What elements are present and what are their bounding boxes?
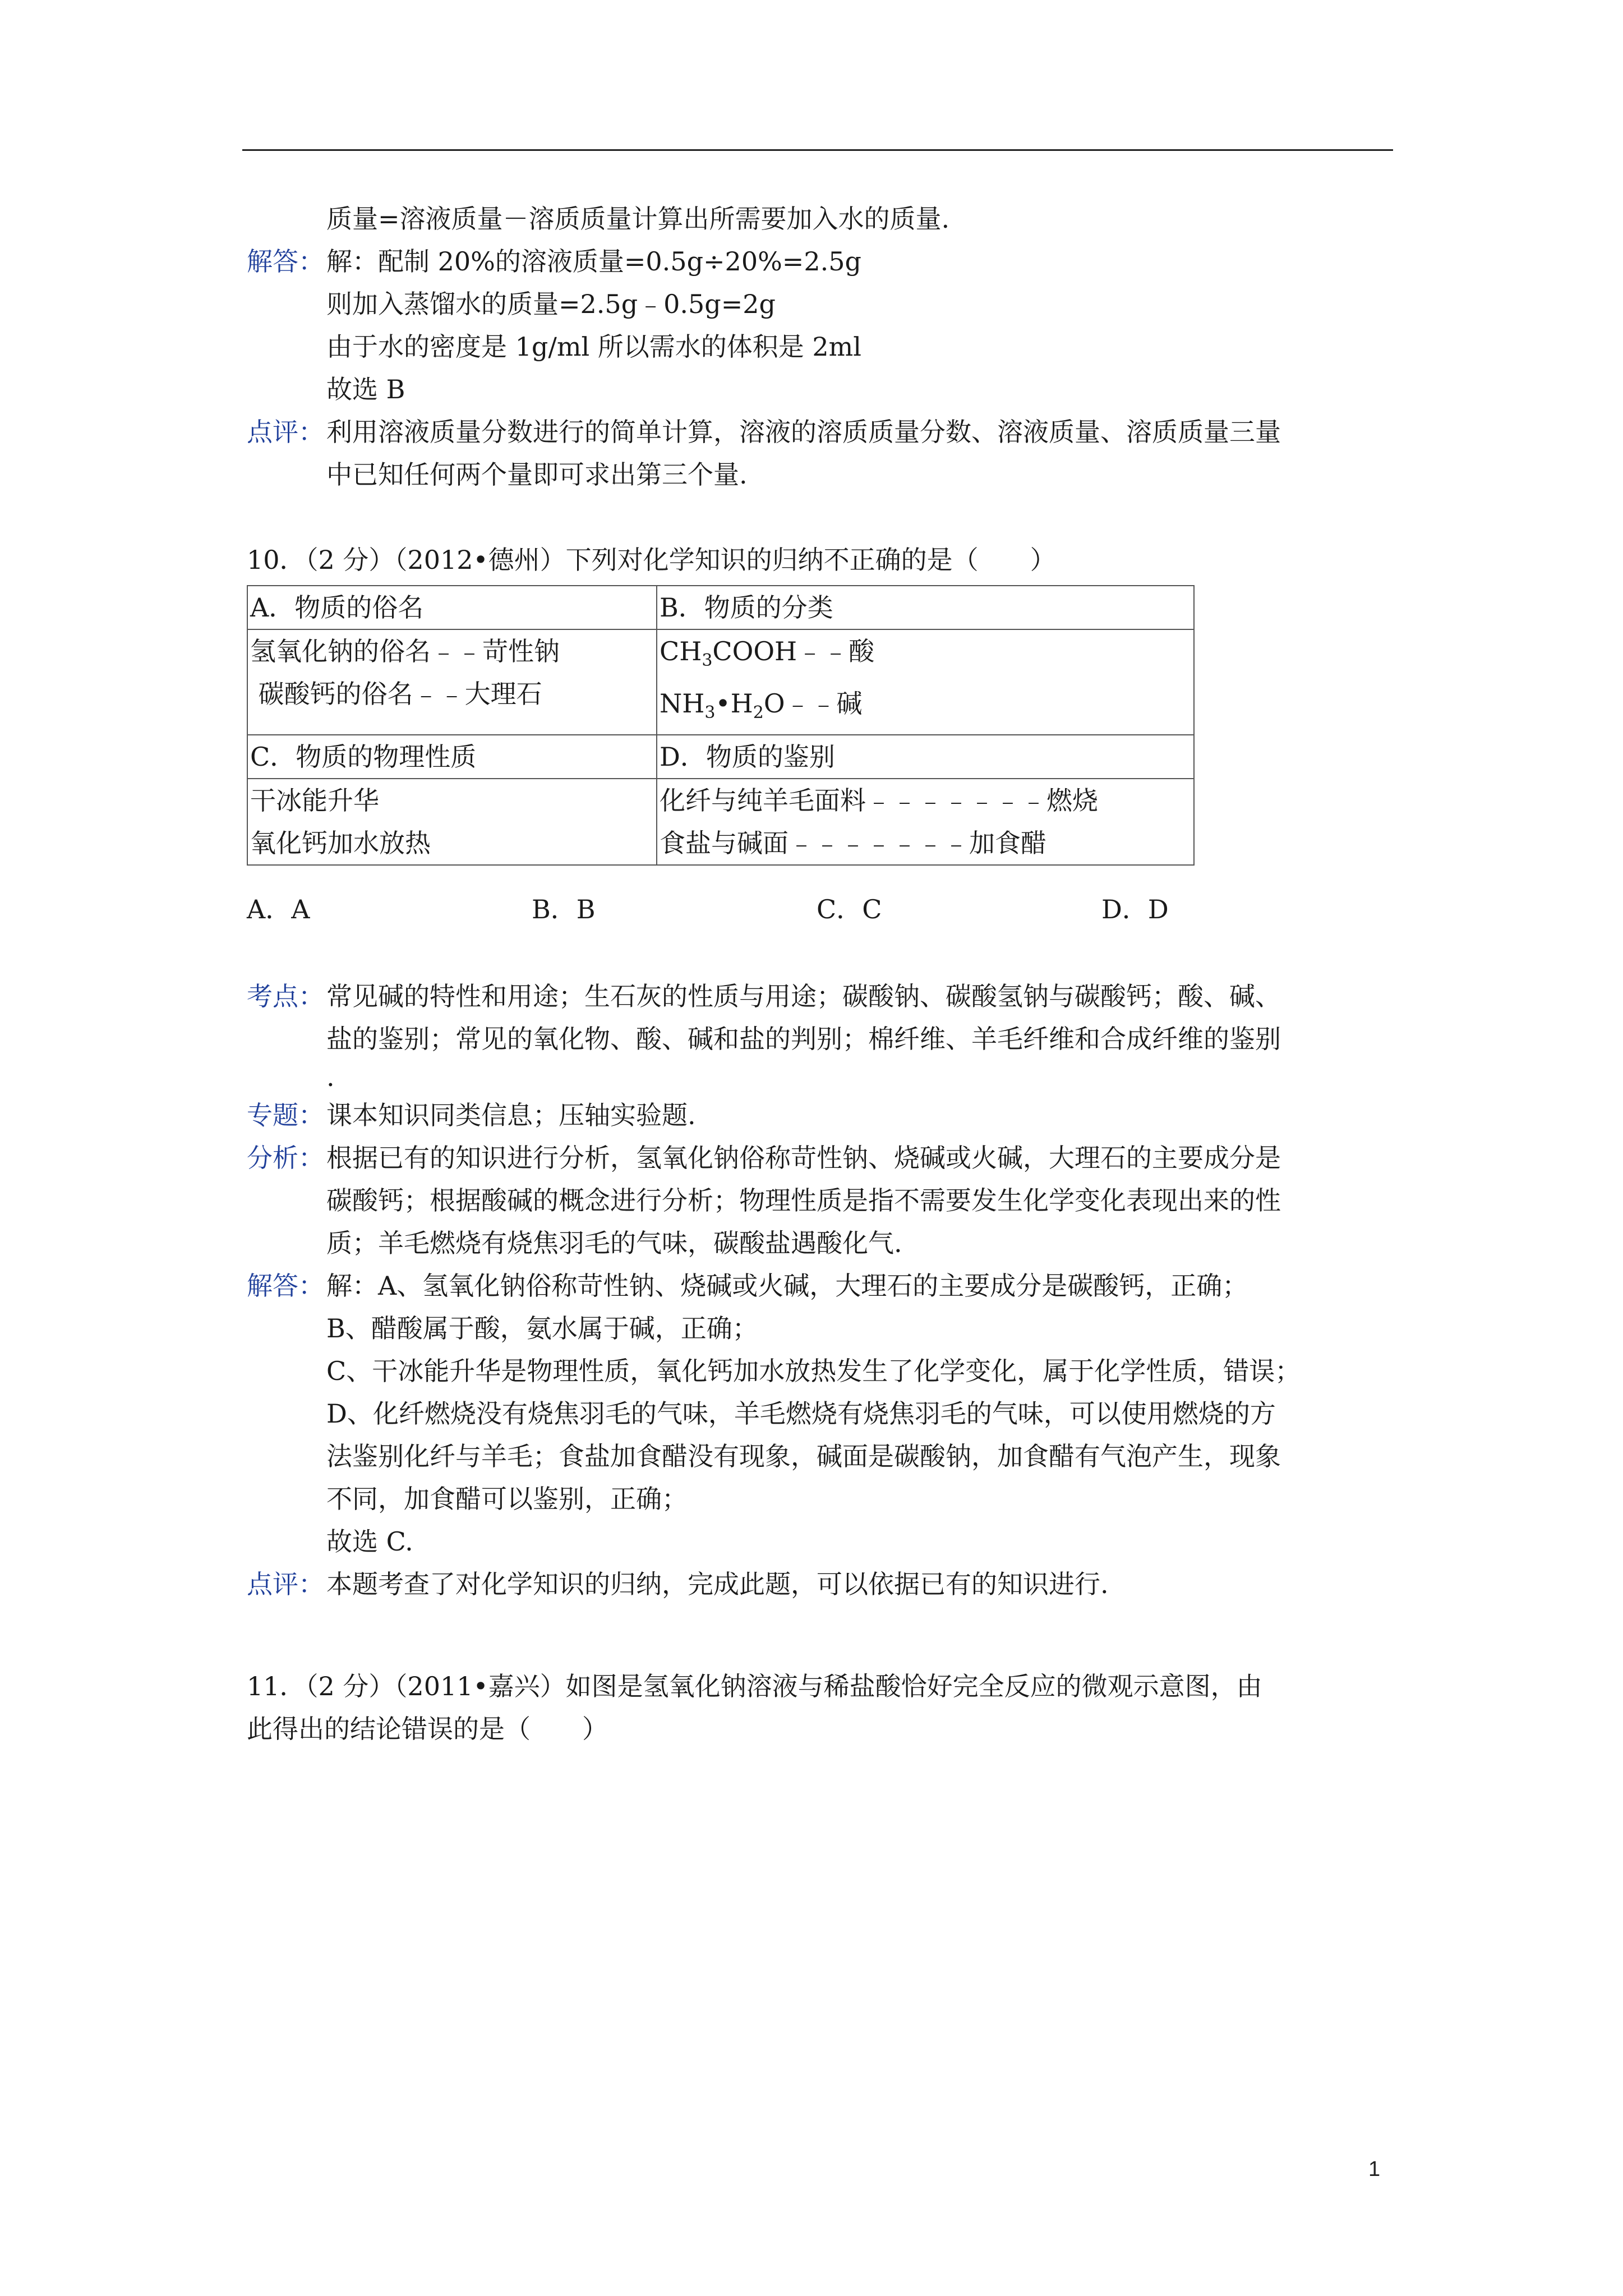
q10-jieda — [247, 1264, 1396, 1563]
kaodian-label: 考点： — [247, 981, 324, 1011]
dianping-label: 点评： — [247, 1569, 324, 1599]
answer-line: 则加入蒸馏水的质量=2.5g﹣0.5g=2g — [326, 289, 776, 319]
option-c: C．C — [817, 894, 882, 924]
cell-c-items — [247, 779, 657, 865]
jieda-line: 不同，加食醋可以鉴别，正确； — [326, 1484, 688, 1514]
d-item: 化纤与纯羊毛面料﹣﹣﹣﹣﹣﹣﹣燃烧 — [660, 785, 1098, 816]
q9-answer — [247, 240, 1396, 411]
comment-line: 中已知任何两个量即可求出第三个量. — [326, 459, 748, 490]
fenxi-line: 根据已有的知识进行分析，氢氧化钠俗称苛性钠、烧碱或火碱，大理石的主要成分是 — [326, 1143, 1281, 1173]
b-item-acetic-acid: $CH_3COOH﹣﹣$酸 — [660, 636, 875, 671]
q10-solution — [247, 975, 1396, 1605]
kaodian-line: 常见碱的特性和用途；生石灰的性质与用途；碳酸钠、碳酸氢钠与碳酸钙；酸、碱、 — [326, 981, 1281, 1011]
comment-label: 点评： — [247, 417, 324, 447]
q9-solution-tail — [247, 197, 1396, 496]
q10-zhuanti — [247, 1094, 1396, 1137]
jieda-line: 故选 C. — [326, 1526, 413, 1557]
q10-dianping — [247, 1563, 1396, 1605]
dianping-line: 本题考查了对化学知识的归纳，完成此题，可以依据已有的知识进行. — [326, 1569, 1109, 1599]
kaodian-line: . — [326, 1062, 335, 1092]
table-row — [247, 586, 1194, 629]
fenxi-line: 质；羊毛燃烧有烧焦羽毛的气味，碳酸盐遇酸化气. — [326, 1228, 902, 1258]
answer-label: 解答： — [247, 246, 324, 277]
cell-d-items — [657, 779, 1194, 865]
option-a: A．A — [247, 894, 310, 924]
cell-b-items — [657, 629, 1194, 735]
option-b: B．B — [532, 894, 596, 924]
q11-stem-block — [247, 1665, 1396, 1750]
jieda-line: D、化纤燃烧没有烧焦羽毛的气味，羊毛燃烧有烧焦羽毛的气味，可以使用燃烧的方 — [326, 1398, 1276, 1429]
zhuanti-label: 专题： — [247, 1100, 324, 1130]
b-item-ammonia: $NH_3•H_2O﹣﹣$碱 — [660, 688, 863, 723]
q10-stem-block — [247, 539, 1396, 581]
c-item: 氧化钙加水放热 — [250, 828, 431, 859]
cell-a-items — [247, 629, 657, 735]
option-d: D．D — [1101, 894, 1169, 924]
cell-a-head: A．物质的俗名 — [247, 586, 657, 629]
a-item: 氢氧化钠的俗名﹣﹣苛性钠 — [250, 636, 560, 666]
header-rule — [242, 149, 1393, 151]
jieda-line: 法鉴别化纤与羊毛；食盐加食醋没有现象，碱面是碳酸钠，加食醋有气泡产生，现象 — [326, 1441, 1281, 1471]
q10-options — [247, 888, 1396, 933]
fenxi-label: 分析： — [247, 1143, 324, 1173]
a-item: 碳酸钙的俗名﹣﹣大理石 — [250, 679, 542, 709]
q10-kaodian — [247, 975, 1396, 1094]
answer-line: 故选 B — [326, 374, 405, 404]
kaodian-line: 盐的鉴别；常见的氧化物、酸、碱和盐的判别；棉纤维、羊毛纤维和合成纤维的鉴别 — [326, 1024, 1281, 1054]
comment-line: 利用溶液质量分数进行的简单计算，溶液的溶质质量分数、溶液质量、溶质质量三量 — [326, 417, 1281, 447]
answer-line: 由于水的密度是 1g/ml 所以需水的体积是 2ml — [326, 332, 862, 362]
q9-analysis-tail: 质量=溶液质量－溶质质量计算出所需要加入水的质量. — [326, 204, 950, 234]
zhuanti-line: 课本知识同类信息；压轴实验题. — [326, 1100, 696, 1130]
q10-fenxi — [247, 1137, 1396, 1264]
jieda-label: 解答： — [247, 1271, 324, 1301]
page-number: 1 — [1368, 2157, 1381, 2181]
c-item: 干冰能升华 — [250, 785, 379, 816]
fenxi-line: 碳酸钙；根据酸碱的概念进行分析；物理性质是指不需要发生化学变化表现出来的性 — [326, 1185, 1281, 1216]
jieda-line: 解：A、氢氧化钠俗称苛性钠、烧碱或火碱，大理石的主要成分是碳酸钙，正确； — [326, 1271, 1248, 1301]
jieda-line: C、干冰能升华是物理性质，氧化钙加水放热发生了化学变化，属于化学性质，错误； — [326, 1356, 1301, 1386]
cell-b-head: B．物质的分类 — [657, 586, 1194, 629]
q9-comment — [247, 411, 1396, 496]
q11-stem-line: 此得出的结论错误的是（ ） — [247, 1714, 608, 1744]
q11-stem-line: 11．（2 分）（2011•嘉兴）如图是氢氧化钠溶液与稀盐酸恰好完全反应的微观示意图，由 — [247, 1671, 1262, 1701]
table-row — [247, 779, 1194, 865]
cell-d-head: D．物质的鉴别 — [657, 735, 1194, 779]
d-item: 食盐与碱面﹣﹣﹣﹣﹣﹣﹣加食醋 — [660, 828, 1046, 859]
cell-c-head: C．物质的物理性质 — [247, 735, 657, 779]
q10-knowledge-table — [247, 585, 1195, 866]
q10-stem: 10．（2 分）（2012•德州）下列对化学知识的归纳不正确的是（ ） — [247, 545, 1056, 575]
jieda-line: B、醋酸属于酸，氨水属于碱，正确； — [326, 1313, 758, 1343]
table-row — [247, 735, 1194, 779]
answer-line: 解：配制 20%的溶液质量=0.5g÷20%=2.5g — [326, 246, 861, 277]
table-row — [247, 629, 1194, 735]
